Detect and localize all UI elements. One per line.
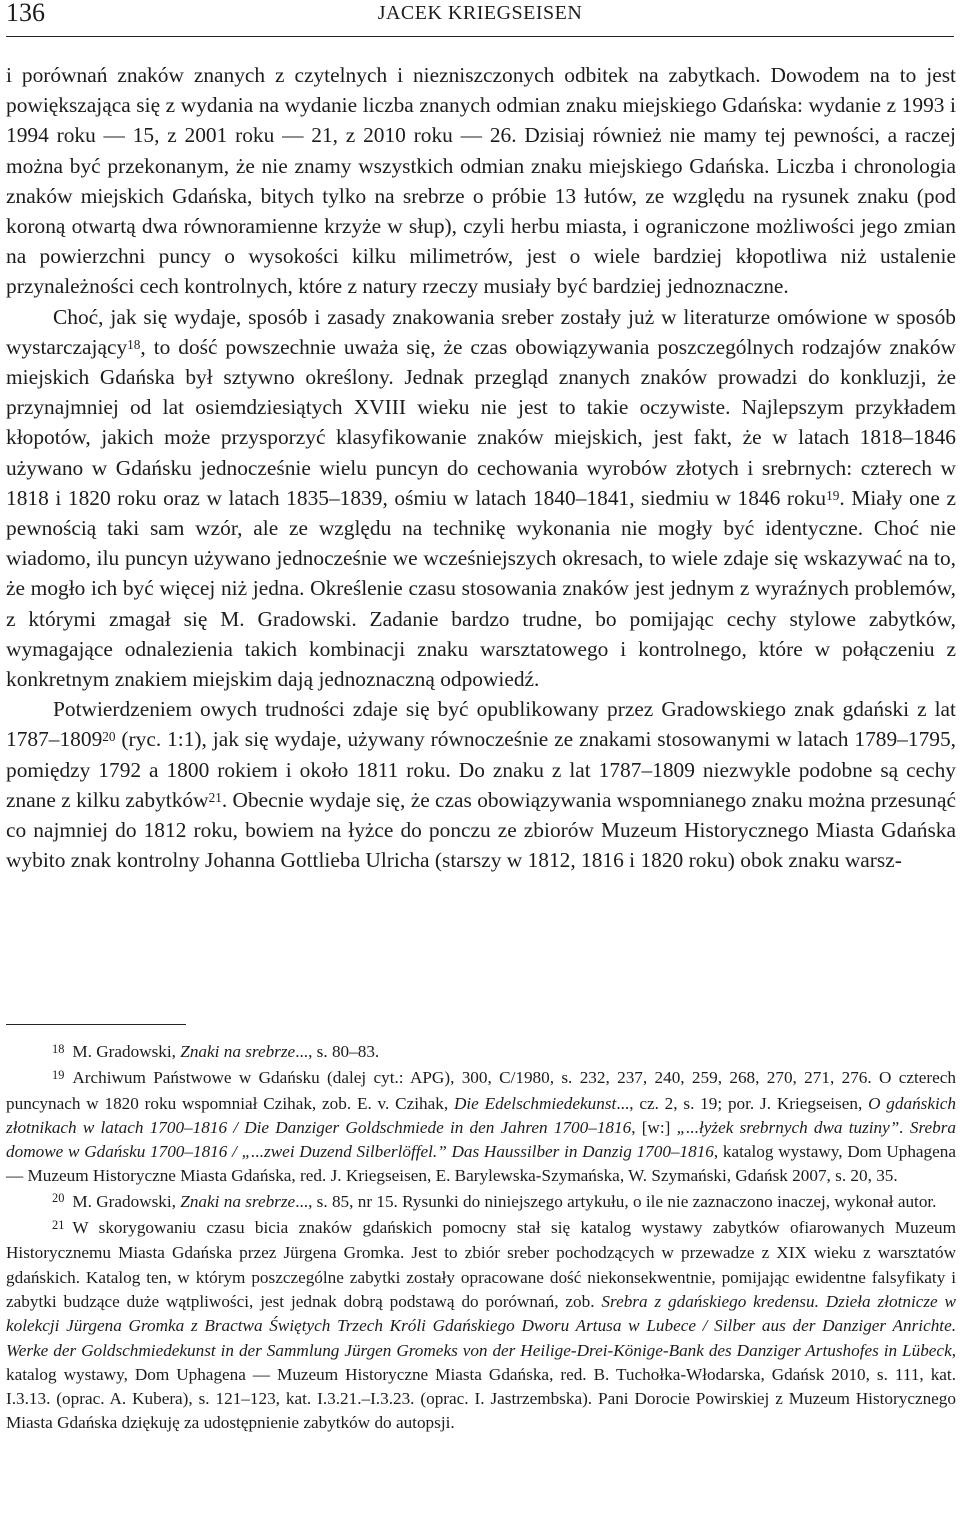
footnote-21 bbox=[6, 1216, 956, 1436]
paragraph-3 bbox=[6, 694, 956, 875]
paragraph-3-text-c: . Obecnie wydaje się, że czas obowiązywania wspomnianego znaku można przesunąć co najmniej do 1812 roku, bowiem na łyżce do ponczu ze zbiorów Muzeum Historycznego Miasta Gdańska wybito znak kontrolny Johanna Gottlieba Ulricha (starszy w 1812, 1816 i 1820 roku) obok znaku warsz- bbox=[6, 787, 956, 873]
footnote-ref-20[interactable]: 20 bbox=[102, 729, 116, 745]
footnote-text: Archiwum Państwowe w Gdańsku (dalej cyt.: APG), 300, C/1980, s. 232, 237, 240, 259, 268, 270, 271, 276. O czterech puncynach w 1820 roku wspomniał Czihak, zob. E. v. Czihak, bbox=[6, 1068, 956, 1113]
footnote-separator bbox=[6, 1024, 186, 1025]
footnote-text: ..., s. 85, nr 15. Rysunki do niniejszego artykułu, o ile nie zaznaczono inaczej, wykonał autor. bbox=[295, 1191, 937, 1211]
footnote-20 bbox=[6, 1190, 956, 1215]
footnote-19 bbox=[6, 1066, 956, 1188]
footnotes bbox=[6, 1040, 956, 1436]
footnote-text: , [w:] bbox=[631, 1117, 677, 1137]
footnote-number: 18 bbox=[52, 1041, 65, 1056]
main-text bbox=[6, 60, 956, 875]
paragraph-3-text-a: Potwierdzeniem owych trudności zdaje się być opublikowany przez Gradowskiego znak gdański z lat 1787–1809 bbox=[6, 697, 956, 752]
paragraph-2-text-c: . Miały one z pewnością taki sam wzór, ale ze względu na technikę wykonania nie mogły być identyczne. Choć nie wiadomo, ilu puncyn używano jednocześnie we wcześniejszych okresach, to wiele zdaje się wskazywać na to, że mogło ich być więcej niż jedna. Określenie czasu stosowania znaków jest jednym z wyraźnych problemów, z którymi zmagał się M. Gradowski. Zadanie bardzo trudne, bo pomijając cechy stylowe zabytków, wymagające odnalezienia takich kombinacji znaku warsztatowego i kontrolnego, które w połączeniu z konkretnym znakiem miejskim dają jednoznaczną odpowiedź. bbox=[6, 485, 956, 692]
footnote-ref-18[interactable]: 18 bbox=[127, 336, 141, 352]
footnote-title: „...łyżek srebrnych dwa tuziny”. Srebra domowe w Gdańsku 1700–1816 / „...zwei Duzend Silberlöffel.” Das Haussilber in Danzig 1700–1816 bbox=[6, 1117, 956, 1162]
footnote-title: Znaki na srebrze bbox=[180, 1042, 296, 1061]
page-header bbox=[6, 0, 954, 34]
footnote-text: ..., cz. 2, s. 19; por. J. Kriegseisen, bbox=[616, 1093, 869, 1113]
paragraph-3-text-b: (ryc. 1:1), jak się wydaje, używany równocześnie ze znakami stosowanymi w latach 1789–1795, pomiędzy 1792 a 1800 rokiem i około 1811 roku. Do znaku z lat 1787–1809 niezwykle podobne są cechy znane z kilku zabytków bbox=[6, 727, 956, 812]
footnote-text: ..., s. 80–83. bbox=[295, 1042, 380, 1061]
footnote-number: 21 bbox=[52, 1217, 65, 1232]
footnote-title: Znaki na srebrze bbox=[180, 1191, 296, 1211]
paragraph-2-text-b: , to dość powszechnie uważa się, że czas obowiązywania poszczególnych rodzajów znaków miejskich Gdańska był sztywno określony. Jednak przegląd znanych znaków prowadzi do konkluzji, że przynajmniej od lat osiemdziesiątych XVIII wieku nie jest to takie oczywiste. Najlepszym przykładem kłopotów, jakich może przysporzyć klasyfikowanie znaków miejskich, jest fakt, że w latach 1818–1846 używano w Gdańsku jednocześnie wielu puncyn do cechowania wyrobów złotych i srebrnych: czterech w 1818 i 1820 roku oraz w latach 1835–1839, ośmiu w latach 1840–1841, siedmiu w 1846 roku bbox=[6, 334, 956, 510]
footnote-text: , katalog wystawy, Dom Uphagena — Muzeum Historyczne Miasta Gdańska, red. B. Tuchołka-Włodarska, Gdańsk 2010, s. 111, kat. I.3.13. (oprac. A. Kubera), s. 121–123, kat. I.3.21.–I.3.23. (oprac. I. Jastrzembska). Pani Dorocie Powirskiej z Muzeum Historycznego Miasta Gdańska dziękuję za udostępnienie zabytków do autopsji. bbox=[6, 1340, 956, 1433]
footnote-text: M. Gradowski, bbox=[72, 1042, 181, 1061]
running-head: JACEK KRIEGSEISEN bbox=[377, 2, 583, 24]
paragraph-2-text-a: Choć, jak się wydaje, sposób i zasady znakowania sreber zostały już w literaturze omówione w sposób wystarczający bbox=[6, 304, 956, 359]
paragraph-2 bbox=[6, 302, 956, 695]
footnote-title: Die Edelschmiedekunst bbox=[453, 1093, 617, 1113]
page-number: 136 bbox=[6, 0, 45, 27]
footnote-title: O gdańskich złotnikach w latach 1700–1816 / Die Danziger Goldschmiede in den Jahren 1700–1816 bbox=[6, 1093, 956, 1137]
footnote-title: Srebra z gdańskiego kredensu. Dzieła złotnicze w kolekcji Jürgena Gromka z Bractwa Świętych Trzech Króli Gdańskiego Dworu Artusa w Lubece / Silber aus der Danziger Anrichte. Werke der Goldschmiedekunst in der Sammlung Jürgen Gromeks von der Heilige-Drei-Könige-Bank des Danziger Artushofes in Lübeck bbox=[6, 1291, 957, 1360]
header-rule bbox=[6, 36, 954, 37]
footnote-text: M. Gradowski, bbox=[72, 1191, 181, 1211]
paragraph-1-text: i porównań znaków znanych z czytelnych i niezniszczonych odbitek na zabytkach. Dowodem na to jest powiększająca się z wydania na wydanie liczba znanych odmian znaku miejskiego Gdańska: wydanie z 1993 i 1994 roku — 15, z 2001 roku — 21, z 2010 roku — 26. Dzisiaj również nie mamy tej pewności, a raczej można być przekonanym, że nie znamy wszystkich odmian znaku miejskiego Gdańska. Liczba i chronologia znaków miejskich Gdańska, bitych tylko na srebrze o próbie 13 łutów, ze względu na rysunek znaku (pod koroną otwartą dwa równoramienne krzyże w słup), czyli herbu miasta, i ograniczone możliwości jego zmian na powierzchni puncy o wysokości kilku milimetrów, jest o wiele bardziej kłopotliwa niż ustalenie przynależności cech kontrolnych, które z natury rzeczy musiały być bardziej jednoznaczne. bbox=[6, 63, 956, 299]
paragraph-1 bbox=[6, 60, 956, 302]
footnote-number: 19 bbox=[52, 1067, 65, 1082]
footnote-18 bbox=[6, 1040, 956, 1065]
footnote-text: , katalog wystawy, Dom Uphagena — Muzeum Historyczne Miasta Gdańska, red. J. Kriegseisen, E. Barylewska-Szymańska, W. Szymański, Gdańsk 2007, s. 20, 35. bbox=[6, 1142, 956, 1186]
footnote-number: 20 bbox=[52, 1191, 65, 1206]
footnote-ref-21[interactable]: 21 bbox=[208, 789, 222, 805]
footnote-ref-19[interactable]: 19 bbox=[826, 487, 840, 503]
footnote-text: W skorygowaniu czasu bicia znaków gdańskich pomocny stał się katalog wystawy zabytków ofiarowanych Muzeum Historycznemu Miasta Gdańska przez Jürgena Gromka. Jest to zbiór sreber pochodzących w przewadze z XIX wieku z warsztatów gdańskich. Katalog ten, w którym poszczególne zabytki zostały opracowane dość niekonsekwentnie, pomijając ewidentne falsyfikaty i zabytki budzące duże wątpliwości, jest jednak dobrą podstawą do porównań, zob. bbox=[6, 1218, 956, 1311]
